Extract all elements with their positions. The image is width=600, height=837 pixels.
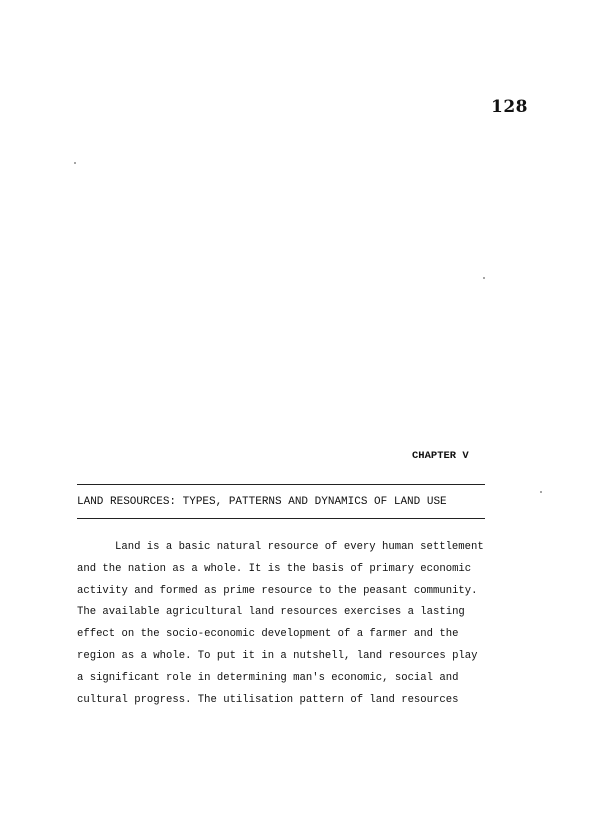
chapter-title: LAND RESOURCES: TYPES, PATTERNS AND DYNAMICS OF LAND USE	[77, 496, 447, 508]
paragraph-line: region as a whole. To put it in a nutshell, land resources play	[77, 649, 478, 662]
title-rule-top	[77, 484, 485, 485]
paragraph-line: Land is a basic natural resource of every human settlement	[115, 541, 484, 553]
paragraph-line: and the nation as a whole. It is the basis of primary economic	[77, 562, 472, 575]
paragraph-line: effect on the socio-economic development of a farmer and the	[77, 628, 459, 641]
paragraph-line: The available agricultural land resources exercises a lasting	[77, 606, 465, 619]
scan-speck	[483, 277, 485, 279]
chapter-label: CHAPTER V	[412, 450, 469, 462]
paragraph-line: a significant role in determining man's economic, social and	[77, 671, 459, 684]
paragraph-line: cultural progress. The utilisation pattern of land resources	[77, 693, 459, 706]
paragraph-line: activity and formed as prime resource to the peasant community.	[77, 584, 478, 597]
title-rule-bottom	[77, 518, 485, 519]
scan-speck	[540, 491, 542, 493]
scan-speck	[74, 162, 76, 164]
page-number: 128	[491, 97, 528, 117]
body-paragraph	[77, 537, 517, 711]
